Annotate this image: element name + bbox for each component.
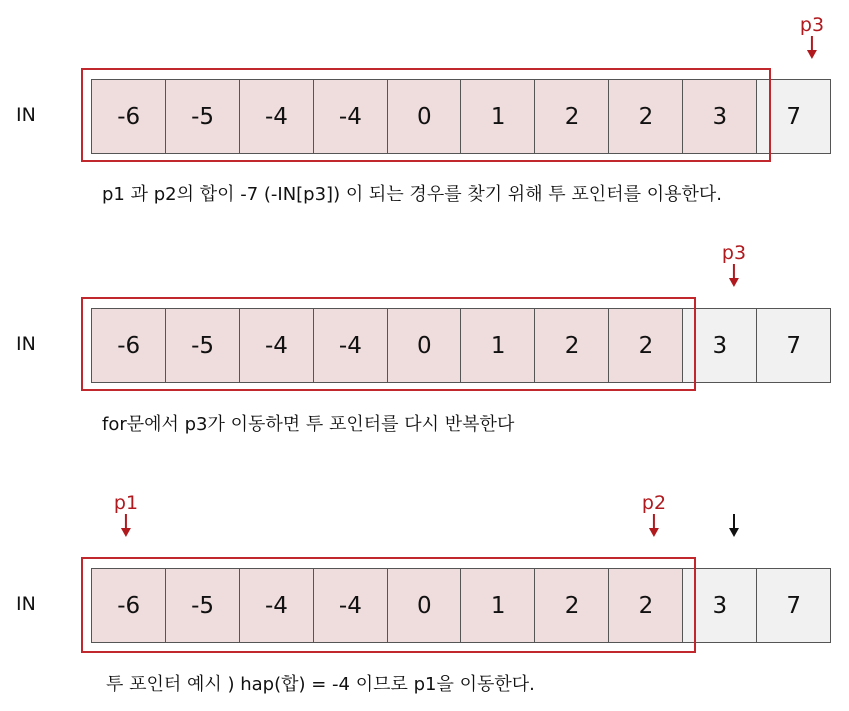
pointer-p2 xyxy=(642,492,666,537)
array-cell: 0 xyxy=(387,79,462,154)
down-arrow-icon xyxy=(121,514,131,537)
array-cell: 7 xyxy=(756,79,831,154)
array-cell: -5 xyxy=(165,568,240,643)
array-cell: 3 xyxy=(682,568,757,643)
pointer-label-p1: p1 xyxy=(113,492,139,514)
array-cell: -4 xyxy=(239,308,314,383)
pointer-p3 xyxy=(722,242,746,287)
pointer-label-p2: p2 xyxy=(641,492,667,514)
caption: 투 포인터 예시 ) hap(합) = -4 이므로 p1을 이동한다. xyxy=(106,674,535,695)
pointer-p1 xyxy=(114,492,138,537)
array-cell: -4 xyxy=(313,308,388,383)
array-cell: -4 xyxy=(239,79,314,154)
array-cell: 1 xyxy=(460,568,535,643)
caption: p1 과 p2의 합이 -7 (-IN[p3]) 이 되는 경우를 찾기 위해 투 포인터를 이용한다. xyxy=(102,184,722,205)
array-cell: -6 xyxy=(91,568,166,643)
array-cell: 1 xyxy=(460,79,535,154)
pointer-label-p3: p3 xyxy=(721,242,747,264)
array-cell: 7 xyxy=(756,308,831,383)
array-cell: -5 xyxy=(165,79,240,154)
array-cell: 2 xyxy=(608,308,683,383)
array-cells xyxy=(91,79,831,154)
array-cell: -4 xyxy=(313,79,388,154)
array-cell: 2 xyxy=(534,79,609,154)
array-label: IN xyxy=(16,104,36,126)
array-cell: 2 xyxy=(534,568,609,643)
down-arrow-icon xyxy=(807,36,817,59)
pointer-p3 xyxy=(800,14,824,59)
array-label: IN xyxy=(16,593,36,615)
array-cell: 2 xyxy=(608,568,683,643)
array-cell: 2 xyxy=(534,308,609,383)
array-cell: 1 xyxy=(460,308,535,383)
array-cell: 7 xyxy=(756,568,831,643)
array-cells xyxy=(91,568,831,643)
array-cell: 3 xyxy=(682,79,757,154)
pointer-p3 xyxy=(729,514,739,537)
array-label: IN xyxy=(16,333,36,355)
down-arrow-icon xyxy=(649,514,659,537)
array-cell: -5 xyxy=(165,308,240,383)
pointer-label-p3: p3 xyxy=(799,14,825,36)
array-cells xyxy=(91,308,831,383)
array-cell: -4 xyxy=(239,568,314,643)
array-cell: -4 xyxy=(313,568,388,643)
array-cell: -6 xyxy=(91,308,166,383)
caption: for문에서 p3가 이동하면 투 포인터를 다시 반복한다 xyxy=(102,414,515,435)
array-cell: 0 xyxy=(387,568,462,643)
array-cell: 2 xyxy=(608,79,683,154)
array-cell: 0 xyxy=(387,308,462,383)
down-arrow-icon xyxy=(729,264,739,287)
array-cell: 3 xyxy=(682,308,757,383)
array-cell: -6 xyxy=(91,79,166,154)
down-arrow-icon xyxy=(729,514,739,537)
